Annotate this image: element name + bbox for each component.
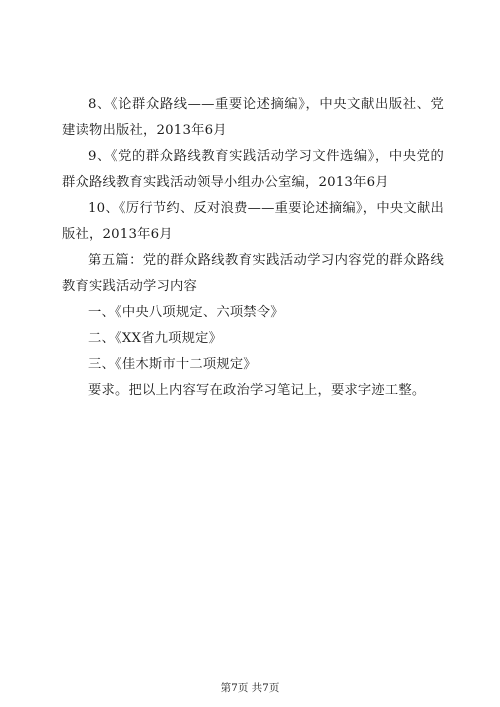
content-item-1: 一、《中央八项规定、六项禁令》 [88, 305, 284, 320]
reference-item-10: 10、《厉行节约、反对浪费——重要论述摘编》，中央文献出版社，2013年6月 [62, 201, 444, 242]
page-footer: 第7页 共7页 [220, 682, 280, 694]
content-item-2: 二、《XX省九项规定》 [88, 331, 223, 346]
section-heading: 第五篇：党的群众路线教育实践活动学习内容党的群众路线教育实践活动学习内容 [62, 253, 444, 294]
requirement-text: 要求。把以上内容写在政治学习笔记上，要求字迹工整。 [88, 383, 426, 398]
reference-item-8: 8、《论群众路线——重要论述摘编》，中央文献出版社、党建读物出版社，2013年6月 [62, 97, 444, 138]
reference-item-9: 9、《党的群众路线教育实践活动学习文件选编》，中央党的群众路线教育实践活动领导小组办公室编，2013年6月 [62, 149, 444, 190]
document-body [62, 92, 444, 404]
content-item-3: 三、《佳木斯市十二项规定》 [88, 357, 257, 372]
